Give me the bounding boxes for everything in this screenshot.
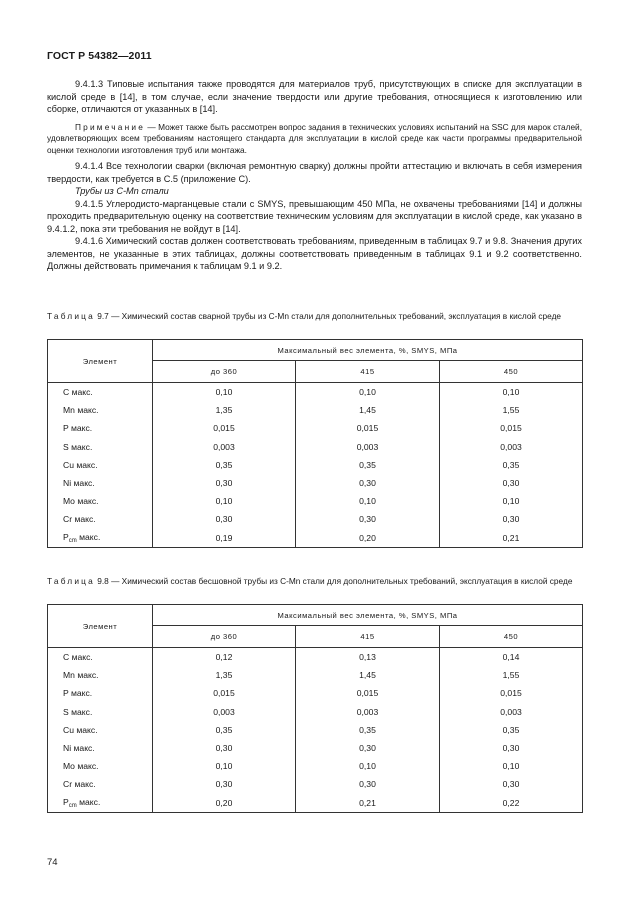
cell-value: 0,015 <box>440 684 583 702</box>
table-row <box>48 456 583 474</box>
column-header-up-to-360: до 360 <box>153 626 296 648</box>
column-header-415: 415 <box>296 361 440 383</box>
table-row <box>48 474 583 492</box>
cell-element: Cu макс. <box>48 721 153 739</box>
cell-value: 0,21 <box>440 529 583 548</box>
page-number: 74 <box>47 857 58 868</box>
document-header: ГОСТ Р 54382—2011 <box>47 50 152 62</box>
table-caption-text: 9.8 — Химический состав бесшовной трубы из C-Mn стали для дополнительных требований, эксплуатация в кислой среде <box>94 576 573 586</box>
cell-element: Cu макс. <box>48 456 153 474</box>
cell-value: 1,35 <box>153 401 296 419</box>
table-row <box>48 419 583 437</box>
cell-value: 0,13 <box>296 648 440 667</box>
table-row <box>48 383 583 402</box>
cell-value: 0,10 <box>153 383 296 402</box>
pcm-base: P <box>63 796 69 807</box>
cell-value: 0,30 <box>153 739 296 757</box>
body-text <box>47 78 582 273</box>
column-header-450: 450 <box>440 626 583 648</box>
paragraph-9-4-1-6: 9.4.1.6 Химический состав должен соответствовать требованиям, приведенным в таблицах 9.7 и 9.8. Значения других элементов, не указанные в этих таблицах, должны соответствовать приведенным в таблицах 9.1 и 9.2 соответственно. Должны действовать примечания к таблицам 9.1 и 9.2. <box>47 236 582 272</box>
column-header-450: 450 <box>440 361 583 383</box>
note-paragraph <box>47 122 582 157</box>
cell-element: S макс. <box>48 438 153 456</box>
table-9-7-caption <box>47 311 582 322</box>
cell-value: 0,20 <box>153 794 296 813</box>
cell-value: 1,35 <box>153 666 296 684</box>
cell-value: 0,10 <box>153 757 296 775</box>
cell-element: C макс. <box>48 383 153 402</box>
cell-value: 0,003 <box>440 438 583 456</box>
cell-value: 0,10 <box>440 492 583 510</box>
table-row <box>48 684 583 702</box>
cell-value: 1,45 <box>296 401 440 419</box>
pcm-suffix: макс. <box>76 796 101 807</box>
pcm-subscript: cm <box>68 802 77 809</box>
column-header-element: Элемент <box>48 605 153 648</box>
cell-value: 0,20 <box>296 529 440 548</box>
table-9-8 <box>47 604 583 813</box>
cell-element: Mo макс. <box>48 757 153 775</box>
cell-element <box>48 529 153 548</box>
cell-value: 0,015 <box>440 419 583 437</box>
cell-element: Cr макс. <box>48 775 153 793</box>
cell-value: 0,015 <box>153 419 296 437</box>
cell-value: 0,30 <box>440 775 583 793</box>
cell-element: C макс. <box>48 648 153 667</box>
cell-value: 0,35 <box>440 721 583 739</box>
note-text: — Может также быть рассмотрен вопрос задания в технических условиях испытаний на SSC для марок сталей, удовлетворяющих всем требованиям настоящего стандарта для эксплуатации в кислой среде как части программы предварительной оценки технологии изготовления труб или монтажа. <box>47 121 582 155</box>
cell-value: 0,30 <box>296 510 440 528</box>
note-label: Примечание <box>75 121 146 132</box>
cell-value: 0,015 <box>153 684 296 702</box>
paragraph-9-4-1-5: 9.4.1.5 Углеродисто-марганцевые стали с SMYS, превышающим 450 МПа, не охвачены требованиями [14] и должны проходить предварительную оценку на соответствие техническим условиям для эксплуатации в кислой среде, как указано в 9.4.1.2, пока эти требования не войдут в [14]. <box>47 198 582 234</box>
table-row <box>48 721 583 739</box>
table-row <box>48 438 583 456</box>
cell-value: 0,10 <box>153 492 296 510</box>
pcm-subscript: cm <box>68 537 77 544</box>
table-row <box>48 666 583 684</box>
cell-value: 0,35 <box>440 456 583 474</box>
cell-value: 0,21 <box>296 794 440 813</box>
cell-value: 0,30 <box>153 474 296 492</box>
table-row <box>48 775 583 793</box>
table-label: Таблица <box>47 576 95 586</box>
column-header-element: Элемент <box>48 340 153 383</box>
cell-element: Cr макс. <box>48 510 153 528</box>
table-row <box>48 529 583 548</box>
cell-value: 0,10 <box>296 383 440 402</box>
table-row <box>48 757 583 775</box>
paragraph-9-4-1-4: 9.4.1.4 Все технологии сварки (включая ремонтную сварку) должны пройти аттестацию и включать в себя измерения твердости, как требуется в С.5 (приложение С). <box>47 161 582 184</box>
cell-value: 0,10 <box>440 757 583 775</box>
cell-element: P макс. <box>48 684 153 702</box>
cell-element <box>48 794 153 813</box>
cell-value: 0,22 <box>440 794 583 813</box>
cell-value: 0,30 <box>296 739 440 757</box>
cell-value: 0,35 <box>296 721 440 739</box>
cell-element: Mo макс. <box>48 492 153 510</box>
cell-element: S макс. <box>48 703 153 721</box>
cell-value: 0,30 <box>440 510 583 528</box>
cell-value: 0,10 <box>440 383 583 402</box>
table-9-8-caption <box>47 576 582 587</box>
table-row <box>48 401 583 419</box>
cell-value: 0,35 <box>153 456 296 474</box>
column-group-header: Максимальный вес элемента, %, SMYS, МПа <box>153 340 583 361</box>
cell-value: 0,015 <box>296 419 440 437</box>
cell-element: Mn макс. <box>48 401 153 419</box>
table-row <box>48 703 583 721</box>
paragraph-9-4-1-3: 9.4.1.3 Типовые испытания также проводятся для материалов труб, присутствующих в списке для эксплуатации в кислой среде в [14], в том случае, если значение твердости или другие требования, относящиеся к изготовлению или сборке, отличаются от указанных в [14]. <box>47 79 582 114</box>
cell-value: 0,19 <box>153 529 296 548</box>
cell-value: 0,30 <box>440 739 583 757</box>
cell-value: 0,015 <box>296 684 440 702</box>
cell-element: Ni макс. <box>48 474 153 492</box>
cell-value: 0,14 <box>440 648 583 667</box>
cell-value: 0,10 <box>296 492 440 510</box>
cell-value: 1,45 <box>296 666 440 684</box>
cell-value: 1,55 <box>440 401 583 419</box>
table-row <box>48 510 583 528</box>
cell-value: 0,003 <box>296 438 440 456</box>
cell-value: 0,35 <box>153 721 296 739</box>
cell-element: Ni макс. <box>48 739 153 757</box>
cell-value: 0,10 <box>296 757 440 775</box>
table-row <box>48 492 583 510</box>
cell-value: 0,003 <box>153 438 296 456</box>
column-group-header: Максимальный вес элемента, %, SMYS, МПа <box>153 605 583 626</box>
table-label: Таблица <box>47 311 95 321</box>
subheading-c-mn-pipes: Трубы из C-Mn стали <box>75 186 169 197</box>
table-caption-text: 9.7 — Химический состав сварной трубы из C-Mn стали для дополнительных требований, эксплуатация в кислой среде <box>94 311 562 321</box>
cell-value: 0,12 <box>153 648 296 667</box>
cell-value: 0,30 <box>296 775 440 793</box>
cell-value: 0,30 <box>153 510 296 528</box>
cell-value: 0,30 <box>296 474 440 492</box>
table-9-7 <box>47 339 583 548</box>
cell-element: Mn макс. <box>48 666 153 684</box>
cell-value: 0,003 <box>153 703 296 721</box>
cell-value: 0,35 <box>296 456 440 474</box>
pcm-base: P <box>63 531 69 542</box>
table-row <box>48 648 583 667</box>
cell-element: P макс. <box>48 419 153 437</box>
column-header-415: 415 <box>296 626 440 648</box>
cell-value: 1,55 <box>440 666 583 684</box>
cell-value: 0,30 <box>440 474 583 492</box>
column-header-up-to-360: до 360 <box>153 361 296 383</box>
cell-value: 0,003 <box>440 703 583 721</box>
table-row <box>48 739 583 757</box>
cell-value: 0,30 <box>153 775 296 793</box>
pcm-suffix: макс. <box>76 531 101 542</box>
cell-value: 0,003 <box>296 703 440 721</box>
table-row <box>48 794 583 813</box>
